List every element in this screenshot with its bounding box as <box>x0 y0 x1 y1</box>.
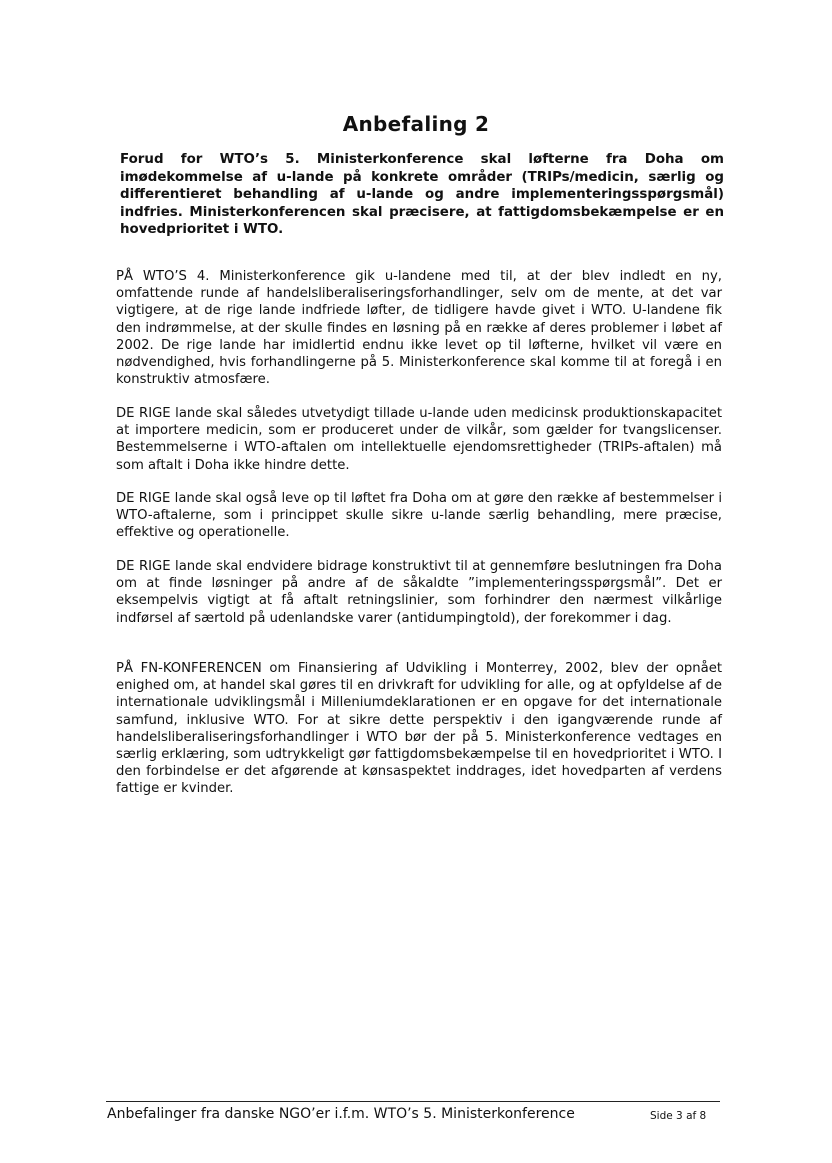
paragraph-text: om Finansiering af Udvikling i Monterrey, 2002, blev der opnået enighed om, at handel skal gøres til en drivkraft for udvikling for alle, og at opfyldelse af de internationale udviklingsmål i Milleniumdeklarationen er en opgave for det internationale samfund, inklusive WTO. For at sikre dette perspektiv i den igangværende runde af handelsliberaliseringsforhandlinger i WTO bør der på 5. Ministerkonference vedtages en særlig erklæring, som udtrykkeligt gør fattigdomsbekæmpelse til en hovedprioritet i WTO. I den forbindelse er det afgørende at kønsaspektet inddrages, idet hovedparten af verdens fattige er kvinder. <box>116 661 722 797</box>
page-number: Side 3 af 8 <box>650 1110 707 1122</box>
page-title: Anbefaling 2 <box>342 112 490 136</box>
paragraph-1 <box>116 268 722 388</box>
paragraph-text: lande skal også leve op til løftet fra Doha om at gøre den række af bestemmelser i WTO-aftalerne, som i princippet skulle sikre u-lande særlig behandling, mere præcise, effektive og operationelle. <box>116 491 722 541</box>
footer-divider <box>106 1101 720 1102</box>
paragraph-2 <box>116 405 722 474</box>
recommendation-summary: Forud for WTO’s 5. Ministerkonference skal løfterne fra Doha om imødekommelse af u-lande på konkrete områder (TRIPs/medicin, særlig og differentieret behandling af u-lande og andre implementeringsspørgsmål) indfries. Ministerkonferencen skal præcisere, at fattigdomsbekæmpelse er en hovedprioritet i WTO. <box>120 152 724 237</box>
paragraph-4 <box>116 558 722 627</box>
paragraph-lead: DE RIGE <box>116 491 171 506</box>
paragraph-lead: PÅ FN-KONFERENCEN <box>116 661 262 676</box>
paragraph-lead: PÅ WTO’S <box>116 269 187 284</box>
footer-document-title: Anbefalinger fra danske NGO’er i.f.m. WTO’s 5. Ministerkonference <box>107 1106 575 1122</box>
paragraph-lead: DE RIGE <box>116 559 171 574</box>
paragraph-3 <box>116 490 722 542</box>
paragraph-text: lande skal endvidere bidrage konstruktivt til at gennemføre beslutningen fra Doha om at finde løsninger på andre af de såkaldte ”implementeringsspørgsmål”. Det er eksempelvis vigtigt at få aftalt retningslinier, som forhindrer den nærmest vilkårlige indførsel af særtold på udenlandske varer (antidumpingtold), der forekommer i dag. <box>116 559 722 626</box>
paragraph-text: 4. Ministerkonference gik u-landene med til, at der blev indledt en ny, omfattende runde af handelsliberaliseringsforhandlinger, selv om de mente, at det var vigtigere, at de rige lande indfriede løfter, de tidligere havde givet i WTO. U-landene fik den indrømmelse, at der skulle findes en løsning på en række af deres problemer i løbet af 2002. De rige lande har imidlertid endnu ikke levet op til løfterne, hvilket vil være en nødvendighed, hvis forhandlingerne på 5. Ministerkonference skal komme til at foregå i en konstruktiv atmosfære. <box>116 269 722 388</box>
paragraph-5 <box>116 660 722 798</box>
paragraph-lead: DE RIGE <box>116 406 171 421</box>
paragraph-text: lande skal således utvetydigt tillade u-lande uden medicinsk produktionskapacitet at importere medicin, som er produceret under de vilkår, som gælder for tvangslicenser. Bestemmelserne i WTO-aftalen om intellektuelle ejendomsrettigheder (TRIPs-aftalen) må som aftalt i Doha ikke hindre dette. <box>116 406 722 473</box>
